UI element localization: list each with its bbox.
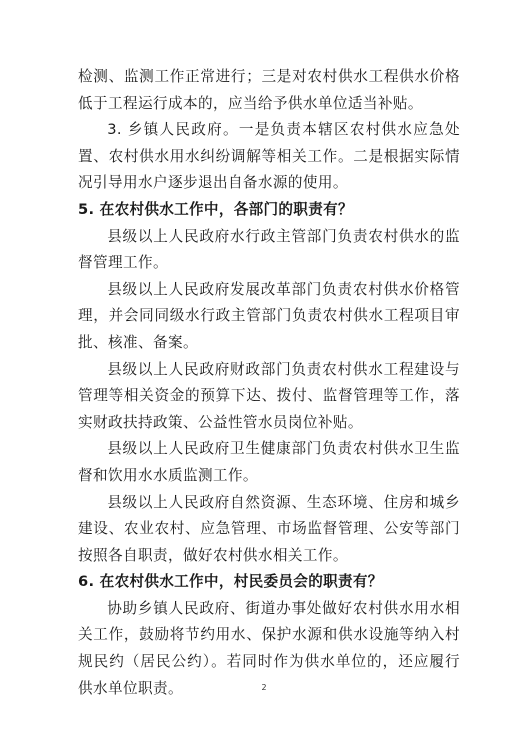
section-heading-village-committee: 6. 在农村供水工作中，村民委员会的职责有？ <box>78 573 383 591</box>
paragraph-development-reform: 县级以上人民政府发展改革部门负责农村供水价格管理，并会同同级水行政主管部门负责农村供水工程项目审批、核准、备案。 <box>78 280 460 351</box>
paragraph-township-government: 3. 乡镇人民政府。一是负责本辖区农村供水应急处置、农村供水用水纠纷调解等相关工作。二是根据实际情况引导用水户逐步退出自备水源的使用。 <box>78 121 460 192</box>
page-number: 2 <box>261 683 267 692</box>
paragraph-water-admin: 县级以上人民政府水行政主管部门负责农村供水的监督管理工作。 <box>78 227 460 272</box>
paragraph-health: 县级以上人民政府卫生健康部门负责农村供水卫生监督和饮用水水质监测工作。 <box>78 440 460 484</box>
document-body <box>78 64 460 702</box>
paragraph-finance: 县级以上人民政府财政部门负责农村供水工程建设与管理等相关资金的预算下达、拨付、监督管理等工作，落实财政扶持政策、公益性管水员岗位补贴。 <box>78 360 460 431</box>
paragraph-other-departments: 县级以上人民政府自然资源、生态环境、住房和城乡建设、农业农村、应急管理、市场监督管理、公安等部门按照各自职责，做好农村供水相关工作。 <box>78 493 460 564</box>
paragraph-continuation: 检测、监测工作正常进行；三是对农村供水工程供水价格低于工程运行成本的，应当给予供水单位适当补贴。 <box>78 68 460 112</box>
section-heading-departments: 5. 在农村供水工作中，各部门的职责有？ <box>78 200 353 218</box>
paragraph-village-committee: 协助乡镇人民政府、街道办事处做好农村供水用水相关工作，鼓励将节约用水、保护水源和供水设施等纳入村规民约（居民公约）。若同时作为供水单位的，还应履行供水单位职责。 <box>78 599 460 697</box>
